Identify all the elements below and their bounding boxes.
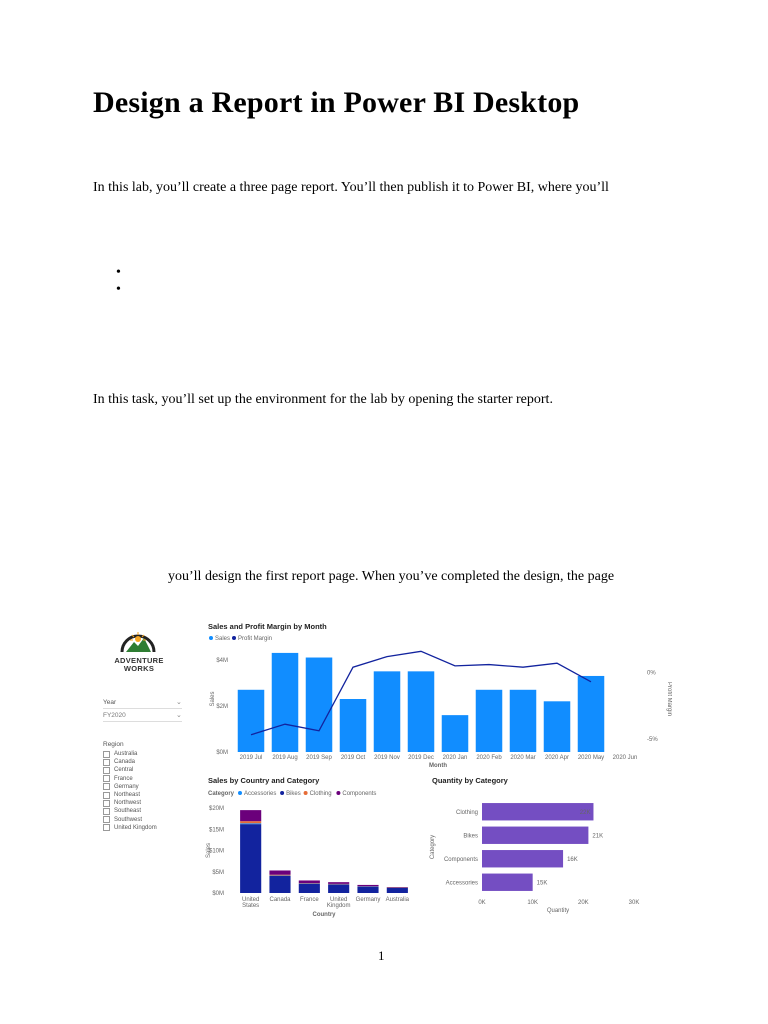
x-axis-title: Month (429, 763, 447, 769)
sales-bar (476, 690, 503, 752)
x-tick-label: 2020 Mar (510, 755, 536, 761)
sales-bar (340, 699, 367, 752)
region-label: Germany (114, 783, 139, 790)
x-tick-label: France (299, 897, 319, 903)
region-label: Central (114, 767, 134, 774)
checkbox[interactable] (103, 767, 110, 774)
stacked-bar-segment (328, 885, 349, 894)
stacked-bar-segment (387, 888, 408, 893)
region-option[interactable] (103, 758, 157, 766)
region-option[interactable] (103, 824, 157, 832)
x-tick-label: 30K (628, 900, 640, 906)
quantity-bar (482, 874, 533, 891)
logo-text: ADVENTURE WORKS (114, 656, 164, 673)
region-label: France (114, 775, 133, 782)
y2-tick-label: -5% (647, 736, 658, 743)
legend-label: Profit Margin (238, 636, 273, 642)
y-axis-title: Sales (210, 691, 216, 707)
x-tick-label: 2019 Aug (272, 755, 298, 761)
x-tick-label: 2019 Oct (340, 755, 366, 761)
y-tick-label: $15M (208, 827, 224, 834)
chevron-down-icon[interactable]: ⌄ (176, 699, 182, 706)
x-tick-label: 2020 Feb (476, 755, 502, 761)
x-tick-label: Kingdom (326, 903, 351, 909)
chevron-down-icon[interactable]: ⌄ (176, 712, 182, 719)
legend-marker (336, 791, 340, 795)
x-tick-label: States (242, 903, 260, 909)
checkbox[interactable] (103, 775, 110, 782)
y-tick-label: $2M (216, 703, 228, 710)
sales-bar (408, 671, 435, 752)
sales-bar (306, 658, 333, 752)
checkbox[interactable] (103, 792, 110, 799)
legend-marker (238, 791, 242, 795)
data-label: 16K (567, 856, 578, 863)
y-tick-label: Clothing (455, 809, 478, 816)
stacked-bar-segment (299, 880, 320, 883)
year-slicer-value[interactable]: FY2020 (103, 712, 126, 719)
region-label: Northwest (114, 800, 142, 807)
adventure-works-logo (118, 624, 158, 654)
x-axis-title: Quantity (546, 908, 570, 914)
chart-title: Sales and Profit Margin by Month (208, 622, 327, 631)
legend-label: Components (342, 791, 377, 797)
checkbox[interactable] (103, 824, 110, 831)
stacked-bar-segment (240, 824, 261, 893)
x-tick-label: 2019 Dec (408, 755, 434, 761)
legend-title: Category (208, 791, 235, 797)
region-label: Northeast (114, 792, 141, 799)
checkbox[interactable] (103, 751, 110, 758)
x-tick-label: Australia (385, 897, 410, 903)
sales-bar (578, 676, 605, 752)
y2-axis-title: Profit Margin (666, 681, 672, 717)
data-label: 21K (592, 833, 604, 840)
y-tick-label: Accessories (445, 880, 478, 887)
year-slicer-label: Year (103, 699, 117, 706)
page-number: 1 (378, 948, 385, 963)
region-label: Australia (114, 751, 138, 758)
region-option[interactable] (103, 750, 157, 758)
data-label: 22K (579, 809, 591, 816)
sales-by-country-chart (202, 772, 422, 920)
y-tick-label: $10M (208, 848, 224, 855)
x-tick-label: 2019 Sep (306, 755, 332, 761)
region-option[interactable] (103, 783, 157, 791)
legend-label: Bikes (286, 791, 301, 797)
region-option[interactable] (103, 775, 157, 783)
region-option[interactable] (103, 807, 157, 815)
legend-marker (209, 636, 213, 640)
y-tick-label: $20M (208, 806, 224, 812)
legend-label: Clothing (309, 791, 332, 797)
x-tick-label: 2020 Jan (442, 755, 468, 761)
region-slicer-list (103, 750, 157, 832)
chart-title: Quantity by Category (432, 776, 508, 785)
stacked-bar-segment (357, 887, 378, 893)
y-axis-title: Sales (206, 842, 212, 859)
region-slicer-label: Region (103, 741, 124, 748)
x-tick-label: United (241, 897, 260, 903)
region-label: Southeast (114, 808, 142, 815)
sales-bar (510, 690, 537, 752)
stacked-bar-segment (299, 884, 320, 893)
checkbox[interactable] (103, 816, 110, 823)
chart-title: Sales by Country and Category (208, 776, 320, 785)
checkbox[interactable] (103, 808, 110, 815)
stacked-bar-segment (240, 810, 261, 821)
sales-bar (238, 690, 265, 752)
quantity-bar (482, 850, 563, 867)
y-tick-label: $4M (216, 657, 228, 664)
data-label: 15K (536, 880, 548, 887)
x-tick-label: 2020 Apr (544, 755, 570, 761)
legend-marker (232, 636, 236, 640)
y-tick-label: $5M (212, 869, 224, 876)
document-title: Design a Report in Power BI Desktop (93, 86, 580, 119)
checkbox[interactable] (103, 800, 110, 807)
x-tick-label: 10K (527, 900, 539, 906)
x-tick-label: United (329, 897, 348, 903)
sales-bar (272, 653, 299, 752)
checkbox[interactable] (103, 783, 110, 790)
region-label: United Kingdom (114, 824, 157, 831)
region-label: Southwest (114, 816, 143, 823)
quantity-by-category-chart (426, 772, 672, 920)
y2-tick-label: 0% (647, 670, 656, 677)
region-label: Canada (114, 759, 136, 766)
y-tick-label: $0M (216, 750, 228, 756)
intro-paragraph: In this lab, you’ll create a three page report. You’ll then publish it to Power BI, where you’ll (93, 180, 609, 195)
y-tick-label: $0M (212, 891, 224, 897)
y-tick-label: Components (443, 856, 478, 863)
sales-profit-chart (202, 618, 672, 770)
legend-label: Accessories (244, 791, 277, 797)
legend-marker (280, 791, 284, 795)
legend-marker (304, 791, 308, 795)
sales-bar (442, 715, 469, 752)
region-option[interactable] (103, 799, 157, 807)
x-tick-label: 2019 Nov (374, 755, 400, 761)
y-axis-title: Category (430, 834, 436, 860)
region-option[interactable] (103, 766, 157, 774)
region-option[interactable] (103, 816, 157, 824)
x-tick-label: 0K (478, 900, 486, 906)
stacked-bar-segment (269, 870, 290, 874)
stacked-bar-segment (357, 885, 378, 886)
x-tick-label: Canada (269, 897, 291, 903)
sales-bar (544, 701, 571, 752)
legend-label: Sales (215, 636, 231, 642)
quantity-bar (482, 803, 593, 820)
stacked-bar-segment (328, 882, 349, 884)
y-tick-label: Bikes (463, 833, 478, 840)
region-option[interactable] (103, 791, 157, 799)
x-tick-label: 2020 May (577, 755, 605, 761)
stacked-bar-segment (269, 875, 290, 876)
x-tick-label: Germany (355, 897, 381, 903)
x-tick-label: 20K (577, 900, 589, 906)
sales-bar (374, 671, 401, 752)
stacked-bar-segment (269, 876, 290, 893)
x-axis-title: Country (312, 912, 336, 918)
checkbox[interactable] (103, 759, 110, 766)
report-screenshot (90, 612, 672, 922)
stacked-bar-segment (240, 821, 261, 823)
quantity-bar (482, 827, 588, 844)
stacked-bar-segment (240, 823, 261, 824)
x-tick-label: 2020 Jun (612, 755, 638, 761)
design-paragraph: you’ll design the first report page. When you’ve completed the design, the page (168, 569, 615, 584)
x-tick-label: 2019 Jul (239, 755, 263, 761)
task-paragraph: In this task, you’ll set up the environment for the lab by opening the starter report. (93, 392, 553, 407)
